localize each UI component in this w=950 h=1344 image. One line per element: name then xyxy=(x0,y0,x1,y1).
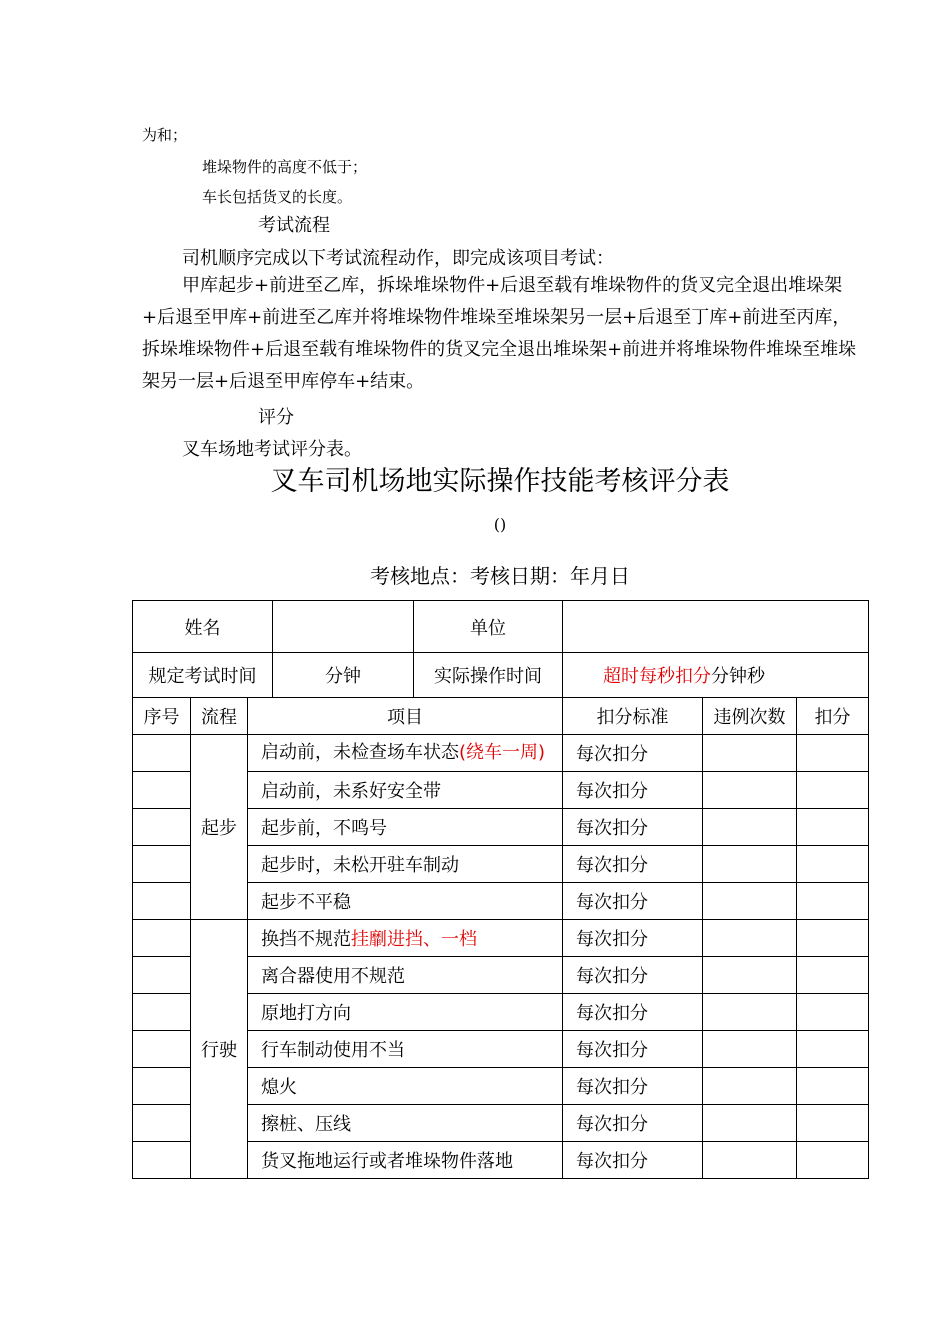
item-cell: 擦桩、压线 xyxy=(248,1105,563,1142)
deduct-cell[interactable] xyxy=(797,735,869,772)
header-deduct-standard: 扣分标准 xyxy=(563,698,703,735)
std-cell: 每次扣分 xyxy=(563,1068,703,1105)
header-item: 项目 xyxy=(248,698,563,735)
overtime-cell xyxy=(563,653,869,698)
violations-cell[interactable] xyxy=(703,809,797,846)
seq-cell[interactable] xyxy=(133,735,191,772)
header-seq: 序号 xyxy=(133,698,191,735)
header-flow: 流程 xyxy=(191,698,248,735)
deduct-cell[interactable] xyxy=(797,994,869,1031)
deduct-cell[interactable] xyxy=(797,1068,869,1105)
item-cell: 熄火 xyxy=(248,1068,563,1105)
std-cell: 每次扣分 xyxy=(563,1031,703,1068)
seq-cell[interactable] xyxy=(133,957,191,994)
heading-process: 考试流程 xyxy=(258,215,330,236)
std-cell: 每次扣分 xyxy=(563,994,703,1031)
score-lead: 叉车场地考试评分表。 xyxy=(182,439,362,460)
seq-cell[interactable] xyxy=(133,1105,191,1142)
violations-cell[interactable] xyxy=(703,920,797,957)
item-cell: 离合器使用不规范 xyxy=(248,957,563,994)
deduct-cell[interactable] xyxy=(797,846,869,883)
name-value-cell[interactable] xyxy=(273,601,414,653)
item-note: (绕车一周) xyxy=(459,742,546,763)
violations-cell[interactable] xyxy=(703,735,797,772)
violations-cell[interactable] xyxy=(703,1068,797,1105)
form-title: 叉车司机场地实际操作技能考核评分表 xyxy=(270,466,730,497)
std-cell: 每次扣分 xyxy=(563,809,703,846)
table-row xyxy=(133,735,869,772)
deduct-cell[interactable] xyxy=(797,920,869,957)
seq-cell[interactable] xyxy=(133,883,191,920)
item-cell: 起步时，未松开驻车制动 xyxy=(248,846,563,883)
unit-label: 单位 xyxy=(414,601,563,653)
process-steps: 甲库起步+前进至乙库，拆垛堆垛物件+后退至载有堆垛物件的货叉完全退出堆垛架+后退至甲库+前进至乙库并将堆垛物件堆垛至堆垛架另一层+后退至丁库+前进至丙库，拆垛堆垛物件+后退至载有堆垛物件的货叉完全退出堆垛架+前进并将堆垛物件堆垛至堆垛架另一层+后退至甲库停车+结束。 xyxy=(142,275,857,392)
seq-cell[interactable] xyxy=(133,772,191,809)
violations-cell[interactable] xyxy=(703,957,797,994)
form-paren: () xyxy=(493,515,507,534)
violations-cell[interactable] xyxy=(703,1105,797,1142)
deduct-cell[interactable] xyxy=(797,957,869,994)
table-row xyxy=(133,920,869,957)
header-violations: 违例次数 xyxy=(703,698,797,735)
intro-line-2: 堆垛物件的高度不低于； xyxy=(202,158,368,176)
std-cell: 每次扣分 xyxy=(563,883,703,920)
minutes-label: 分钟 xyxy=(273,653,414,698)
std-cell: 每次扣分 xyxy=(563,920,703,957)
seq-cell[interactable] xyxy=(133,809,191,846)
actual-time-label: 实际操作时间 xyxy=(414,653,563,698)
deduct-cell[interactable] xyxy=(797,772,869,809)
std-cell: 每次扣分 xyxy=(563,957,703,994)
intro-line-3: 车长包括货叉的长度。 xyxy=(202,188,353,206)
violations-cell[interactable] xyxy=(703,772,797,809)
seq-cell[interactable] xyxy=(133,994,191,1031)
unit-value-cell[interactable] xyxy=(563,601,869,653)
time-label: 规定考试时间 xyxy=(133,653,273,698)
std-cell: 每次扣分 xyxy=(563,735,703,772)
process-lead: 司机顺序完成以下考试流程动作，即完成该项目考试： xyxy=(182,248,614,269)
deduct-cell[interactable] xyxy=(797,1105,869,1142)
item-cell xyxy=(248,735,563,772)
violations-cell[interactable] xyxy=(703,994,797,1031)
seq-cell[interactable] xyxy=(133,1031,191,1068)
deduct-cell[interactable] xyxy=(797,1142,869,1179)
violations-cell[interactable] xyxy=(703,1031,797,1068)
overtime-unit: 分钟秒 xyxy=(711,666,766,687)
item-cell: 启动前，未系好安全带 xyxy=(248,772,563,809)
header-deduct: 扣分 xyxy=(797,698,869,735)
std-cell: 每次扣分 xyxy=(563,1105,703,1142)
item-cell: 起步不平稳 xyxy=(248,883,563,920)
item-cell: 货叉拖地运行或者堆垛物件落地 xyxy=(248,1142,563,1179)
violations-cell[interactable] xyxy=(703,1142,797,1179)
deduct-cell[interactable] xyxy=(797,1031,869,1068)
item-cell: 原地打方向 xyxy=(248,994,563,1031)
flow-cell-start: 起步 xyxy=(191,735,248,920)
item-text: 换挡不规范 xyxy=(261,929,351,950)
score-table xyxy=(132,600,869,1179)
std-cell: 每次扣分 xyxy=(563,846,703,883)
item-cell xyxy=(248,920,563,957)
deduct-cell[interactable] xyxy=(797,809,869,846)
form-place-date: 考核地点：考核日期：年月日 xyxy=(370,564,630,588)
item-cell: 行车制动使用不当 xyxy=(248,1031,563,1068)
overtime-rule: 超时每秒扣分 xyxy=(603,666,712,687)
violations-cell[interactable] xyxy=(703,846,797,883)
item-text: 启动前，未检查场车状态 xyxy=(261,742,459,763)
seq-cell[interactable] xyxy=(133,1142,191,1179)
intro-line-1: 为和； xyxy=(142,126,188,144)
item-note: 挂劘进挡、一档 xyxy=(351,929,477,950)
seq-cell[interactable] xyxy=(133,920,191,957)
item-cell: 起步前，不鸣号 xyxy=(248,809,563,846)
seq-cell[interactable] xyxy=(133,1068,191,1105)
std-cell: 每次扣分 xyxy=(563,1142,703,1179)
seq-cell[interactable] xyxy=(133,846,191,883)
heading-score: 评分 xyxy=(258,407,294,428)
deduct-cell[interactable] xyxy=(797,883,869,920)
violations-cell[interactable] xyxy=(703,883,797,920)
std-cell: 每次扣分 xyxy=(563,772,703,809)
flow-cell-drive: 行驶 xyxy=(191,920,248,1179)
name-label: 姓名 xyxy=(133,601,273,653)
